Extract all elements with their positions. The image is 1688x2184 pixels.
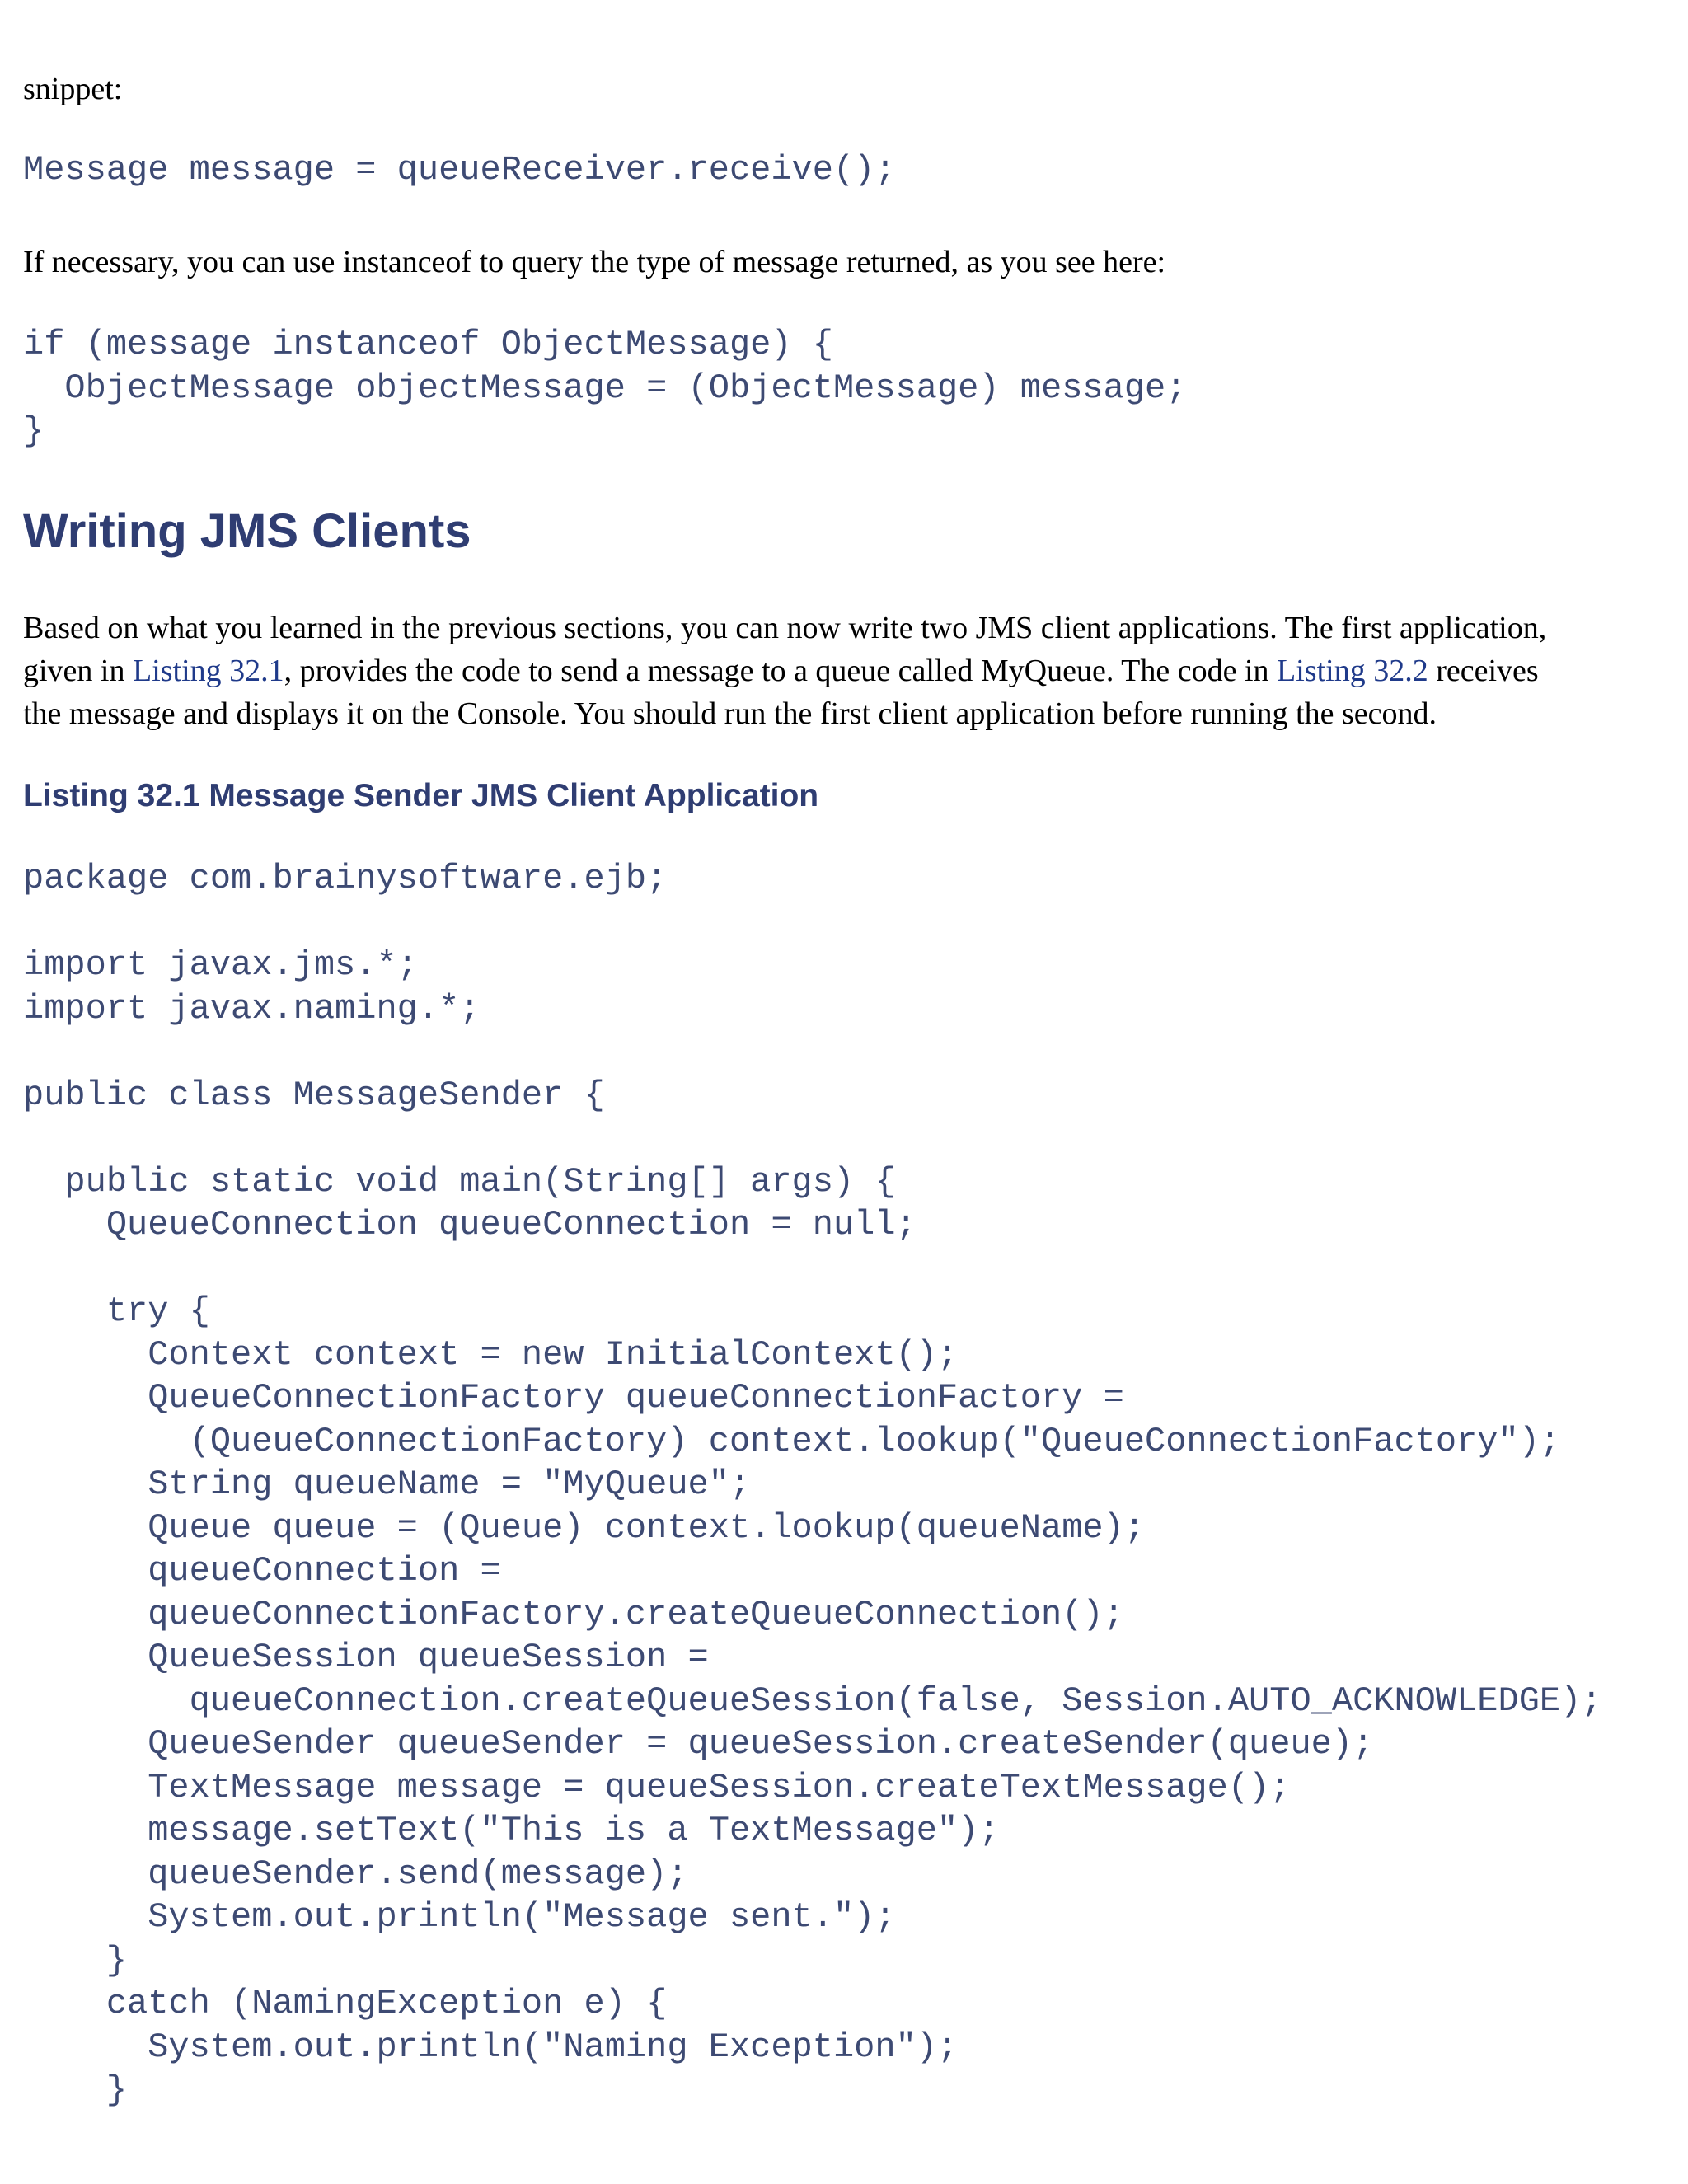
- code-snippet-receive: Message message = queueReceiver.receive();: [23, 150, 896, 190]
- paragraph-text: receives: [1428, 654, 1539, 688]
- code-snippet-instanceof: if (message instanceof ObjectMessage) { ObjectMessage objectMessage = (ObjectMessage) message; }: [23, 325, 1187, 451]
- listing-title: Listing 32.1 Message Sender JMS Client Application: [23, 778, 819, 813]
- instanceof-sentence: If necessary, you can use instanceof to query the type of message returned, as you see here:: [23, 245, 1166, 279]
- paragraph-line-1: Based on what you learned in the previous sections, you can now write two JMS client applications. The first application,: [23, 611, 1547, 645]
- listing-code-block: package com.brainysoftware.ejb; import javax.jms.*; import javax.naming.*; public class MessageSender { public static void main(String[] args) { QueueConnection queueConnection = null; try { Context context = new InitialContext(); QueueConnectionFactory queueConnectionFactory = (QueueConnectionFactory) context.lookup("QueueConnectionFactory"); String queueName = "MyQueue"; Queue queue = (Queue) context.lookup(queueName); queueConnection = queueConnectionFactory.createQueueConnection(); QueueSession queueSession = queueConnection.createQueueSession(false, Session.AUTO_ACKNOWLEDGE); QueueSender queueSender = queueSession.createSender(queue); TextMessage message = queueSession.createTextMessage(); message.setText("This is a TextMessage"); queueSender.send(message); System.out.println("Message sent."); } catch (NamingException e) { System.out.println("Naming Exception"); }: [23, 859, 1602, 2110]
- paragraph-line-3: the message and displays it on the Console. You should run the first client application before running the second.: [23, 696, 1437, 731]
- paragraph-text: given in: [23, 654, 133, 688]
- intro-paragraph: [23, 607, 1672, 735]
- listing-32-1-link[interactable]: Listing 32.1: [132, 654, 284, 688]
- paragraph-text: , provides the code to send a message to a queue called MyQueue. The code in: [284, 654, 1278, 688]
- paragraph-line-2: [23, 649, 1672, 692]
- section-heading: Writing JMS Clients: [23, 504, 471, 558]
- listing-32-2-link[interactable]: Listing 32.2: [1277, 654, 1428, 688]
- snippet-label: snippet:: [23, 72, 123, 106]
